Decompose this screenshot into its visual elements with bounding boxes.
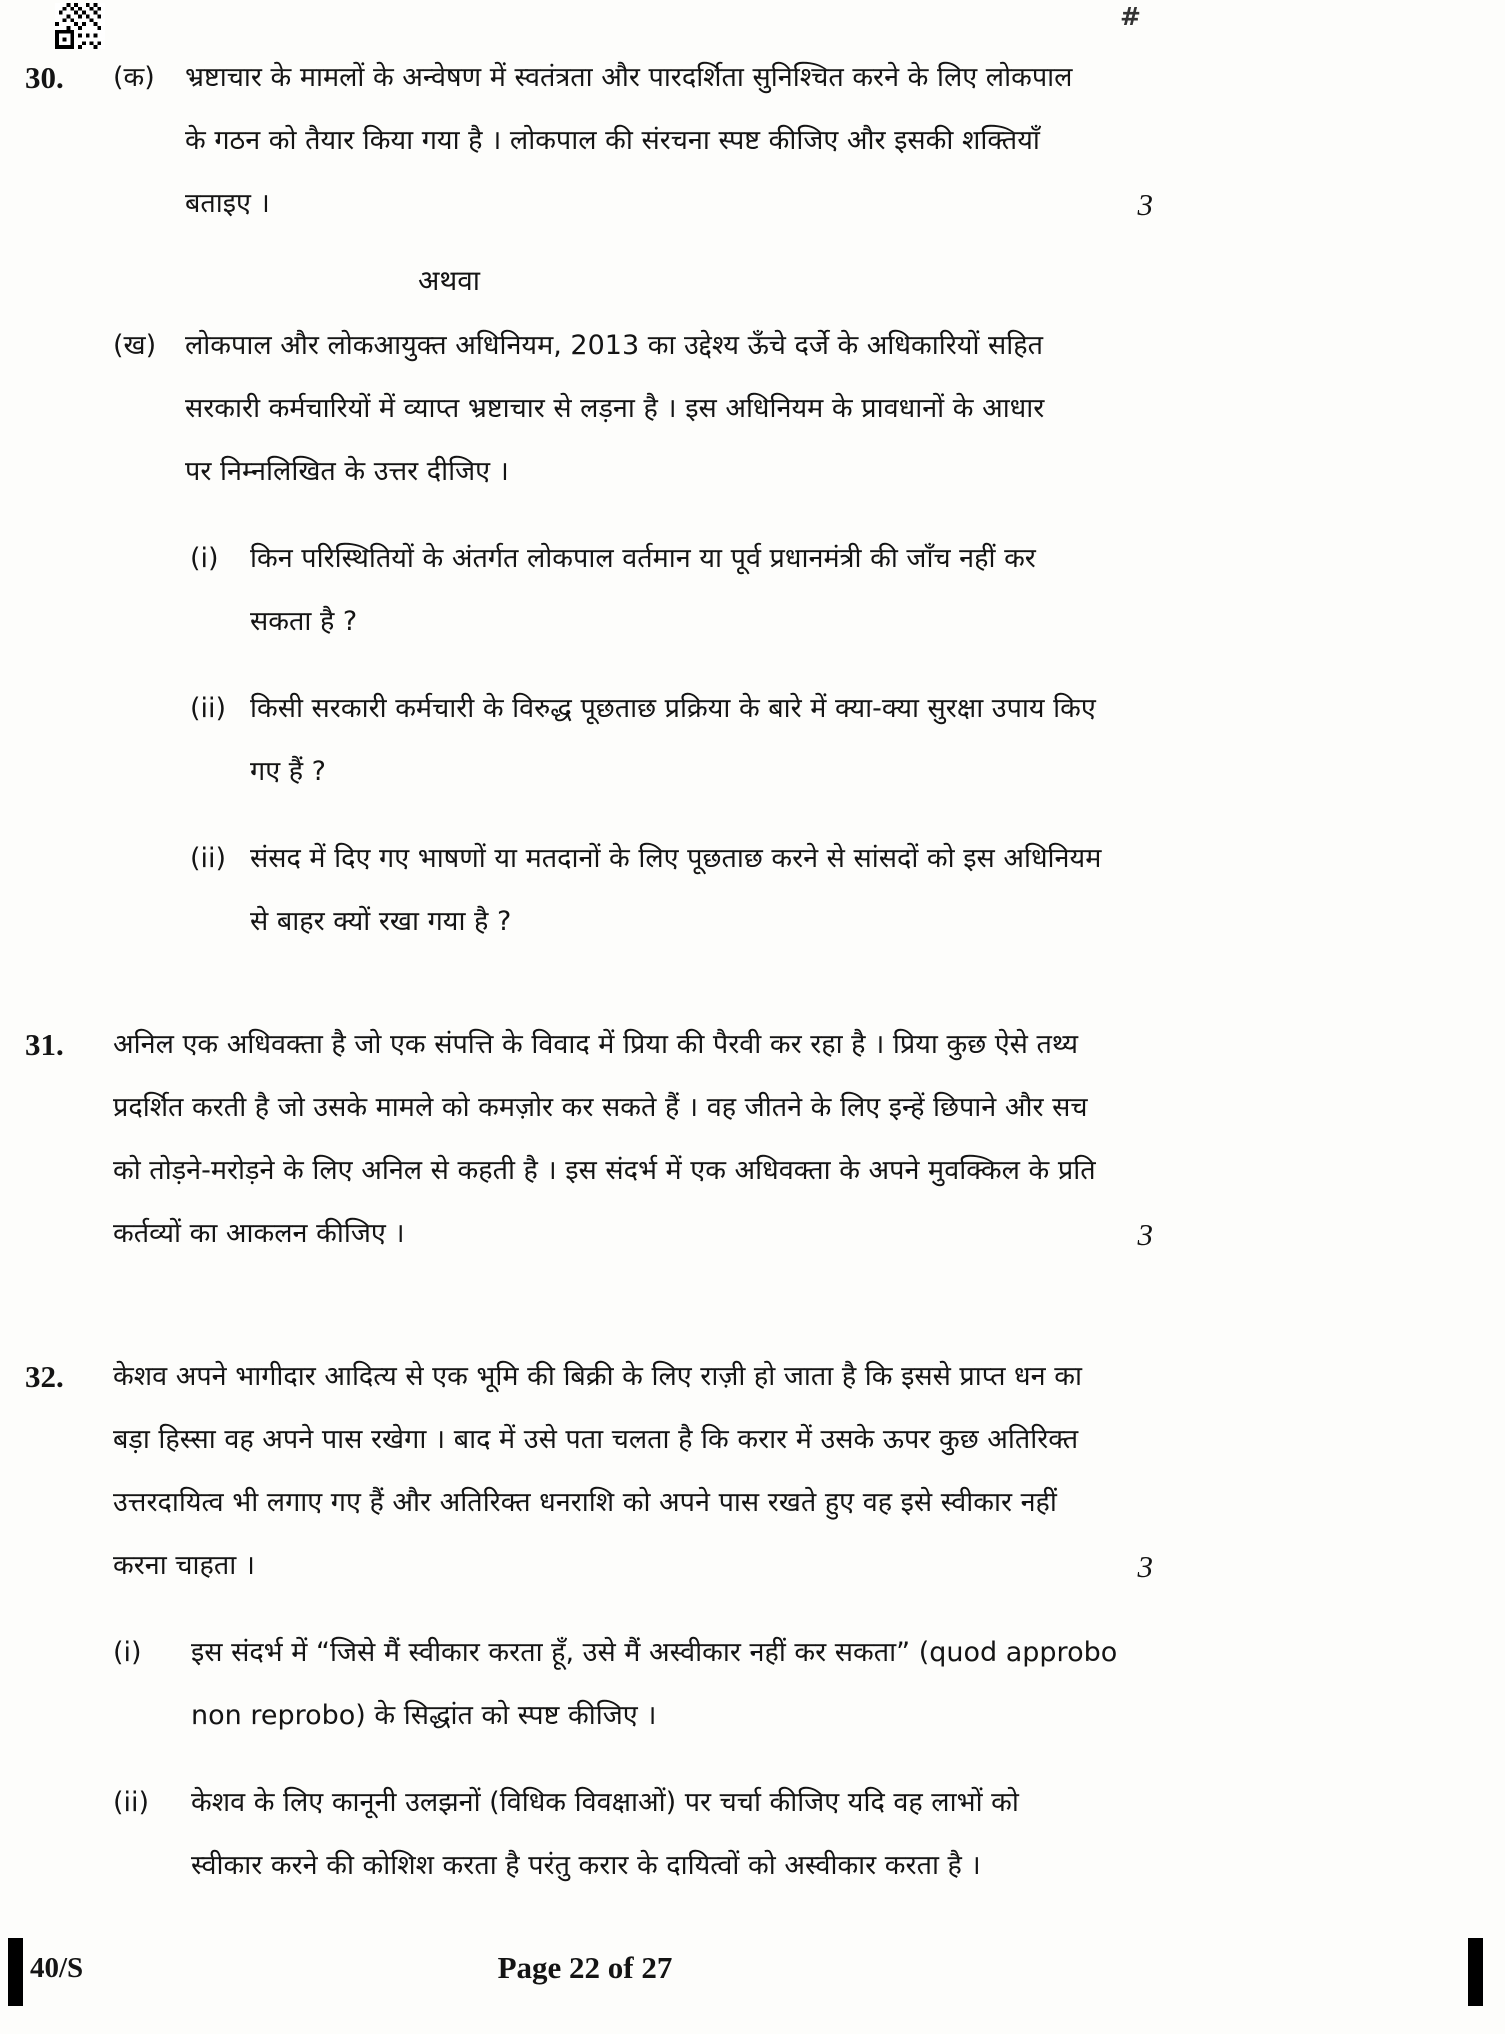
question-text-line: स्वीकार करने की कोशिश करता है परंतु करार के दायित्वों को अस्वीकार करता है । <box>191 1850 981 1881</box>
question-text-line: बताइए । <box>185 188 270 219</box>
question-text-line: किन परिस्थितियों के अंतर्गत लोकपाल वर्तमान या पूर्व प्रधानमंत्री की जाँच नहीं कर <box>250 543 1036 574</box>
question-text-line: के गठन को तैयार किया गया है । लोकपाल की संरचना स्पष्ट कीजिए और इसकी शक्तियाँ <box>185 125 1040 156</box>
question-number: 31. <box>25 1027 64 1062</box>
hash-mark: # <box>1120 2 1141 31</box>
subquestion-32-i <box>113 1621 1153 1747</box>
question-text-line: केशव के लिए कानूनी उलझनों (विधिक विवक्षाओं) पर चर्चा कीजिए यदि वह लाभों को <box>191 1787 1019 1818</box>
question-number: 30. <box>25 60 64 95</box>
question-text-line: पर निम्नलिखित के उत्तर दीजिए । <box>185 456 509 487</box>
footer-right-bar <box>1468 1938 1483 2006</box>
question-text-line: किसी सरकारी कर्मचारी के विरुद्ध पूछताछ प्रक्रिया के बारे में क्या-क्या सुरक्षा उपाय किए <box>250 693 1096 724</box>
question-text-line: इस संदर्भ में “जिसे मैं स्वीकार करता हूँ, उसे मैं अस्वीकार नहीं कर सकता” (quod approbo <box>191 1637 1118 1668</box>
question-text-line: संसद में दिए गए भाषणों या मतदानों के लिए पूछताछ करने से सांसदों को इस अधिनियम <box>250 843 1102 874</box>
or-separator: अथवा <box>417 264 481 297</box>
marks-value: 3 <box>1137 187 1153 222</box>
part-label: (क) <box>113 62 155 93</box>
question-text-line: सरकारी कर्मचारियों में व्याप्त भ्रष्टाचार से लड़ना है । इस अधिनियम के प्रावधानों के आधार <box>185 393 1045 424</box>
question-text-line: कर्तव्यों का आकलन कीजिए । <box>113 1218 405 1249</box>
subquestion-30b-i <box>190 527 1153 653</box>
question-text-line: उत्तरदायित्व भी लगाए गए हैं और अतिरिक्त धनराशि को अपने पास रखते हुए वह इसे स्वीकार नहीं <box>113 1487 1057 1518</box>
part-label: (ख) <box>113 330 157 361</box>
question-text-line: को तोड़ने-मरोड़ने के लिए अनिल से कहती है । इस संदर्भ में एक अधिवक्ता के अपने मुवक्किल के प्रति <box>113 1155 1096 1186</box>
question-text-line: गए हैं ? <box>250 756 326 787</box>
subitem-label: (ii) <box>190 693 227 724</box>
question-text-line: बड़ा हिस्सा वह अपने पास रखेगा । बाद में उसे पता चलता है कि करार में उसके ऊपर कुछ अतिरिक्त <box>113 1424 1079 1455</box>
subitem-text <box>250 827 1153 953</box>
subitem-label: (ii) <box>190 843 227 874</box>
subitem-text <box>250 677 1153 803</box>
question-text-line: से बाहर क्यों रखा गया है ? <box>250 906 512 937</box>
question-text <box>185 46 1153 235</box>
subitem-text <box>191 1771 1153 1897</box>
subitem-text <box>250 527 1153 653</box>
question-text <box>185 314 1153 503</box>
marks-value: 3 <box>1137 1217 1153 1252</box>
subitem-label: (i) <box>113 1637 142 1668</box>
question-text-line: अनिल एक अधिवक्ता है जो एक संपत्ति के विवाद में प्रिया की पैरवी कर रहा है । प्रिया कुछ ऐसे तथ्य <box>113 1029 1078 1060</box>
question-text <box>113 1345 1153 1597</box>
question-text-line: सकता है ? <box>250 606 358 637</box>
question-30-part-b <box>25 314 1153 503</box>
subquestion-30b-iii <box>190 827 1153 953</box>
subitem-label: (i) <box>190 543 219 574</box>
question-text-line: करना चाहता । <box>113 1550 256 1581</box>
subitem-text <box>191 1621 1153 1747</box>
subitem-label: (ii) <box>113 1787 150 1818</box>
question-text-line: भ्रष्टाचार के मामलों के अन्वेषण में स्वतंत्रता और पारदर्शिता सुनिश्चित करने के लिए लोकपाल <box>185 62 1073 93</box>
question-text-line: केशव अपने भागीदार आदित्य से एक भूमि की बिक्री के लिए राज़ी हो जाता है कि इससे प्राप्त धन का <box>113 1361 1082 1392</box>
question-text <box>113 1013 1153 1265</box>
marks-value: 3 <box>1137 1549 1153 1584</box>
question-number: 32. <box>25 1359 64 1394</box>
question-text-line: लोकपाल और लोकआयुक्त अधिनियम, 2013 का उद्देश्य ऊँचे दर्जे के अधिकारियों सहित <box>185 330 1043 361</box>
footer-page-number: Page 22 of 27 <box>497 1950 673 1985</box>
question-text-line: प्रदर्शित करती है जो उसके मामले को कमज़ोर कर सकते हैं । वह जीतने के लिए इन्हें छिपाने और सच <box>113 1092 1088 1123</box>
question-32 <box>25 1345 1153 1597</box>
footer-paper-code: 40/S <box>30 1952 84 1984</box>
page-content <box>25 0 1153 1897</box>
question-31 <box>25 1013 1153 1265</box>
subquestion-30b-ii <box>190 677 1153 803</box>
question-text-line: non reprobo) के सिद्धांत को स्पष्ट कीजिए । <box>191 1700 657 1731</box>
subquestion-32-ii <box>113 1771 1153 1897</box>
question-30-part-a <box>25 46 1153 235</box>
